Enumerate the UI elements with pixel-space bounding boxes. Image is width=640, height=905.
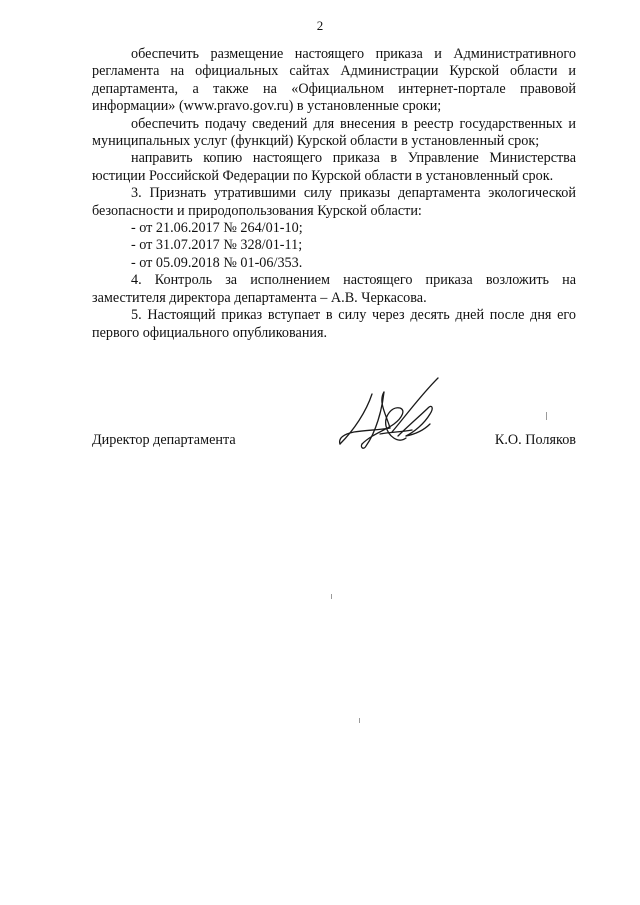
paragraph-publication: обеспечить размещение настоящего приказа и Административного регламента на официальных сайтах Администрации Курской области и департамента, а также на «Официальном интернет-портале правовой информации» (www.pravo.gov.ru) в установленные сроки; [92,46,576,115]
repealed-order-1: - от 21.06.2017 № 264/01-10; [131,220,303,237]
paragraph-clause-4: 4. Контроль за исполнением настоящего приказа возложить на заместителя директора департамента – А.В. Черкасова. [92,272,576,306]
paragraph-clause-3: 3. Признать утратившими силу приказы департамента экологической безопасности и природопользования Курской области: [92,185,576,219]
scan-speck [331,594,332,599]
document-body [92,46,576,342]
signatory-name: К.О. Поляков [494,432,576,448]
repealed-order-2: - от 31.07.2017 № 328/01-11; [131,237,303,254]
scan-speck [359,718,360,723]
paragraph-clause-5: 5. Настоящий приказ вступает в силу через десять дней после дня его первого официального опубликования. [92,307,576,341]
signature-block [92,432,576,452]
page-number: 2 [316,18,324,33]
paragraph-ministry-copy: направить копию настоящего приказа в Управление Министерства юстиции Российской Федерации по Курской области в установленный срок. [92,150,576,184]
repealed-order-3: - от 05.09.2018 № 01-06/353. [131,254,303,271]
signatory-position: Директор департамента [92,432,236,448]
paragraph-registry: обеспечить подачу сведений для внесения в реестр государственных и муниципальных услуг (функций) Курской области в установленный срок; [92,115,576,150]
scan-speck [546,412,547,420]
